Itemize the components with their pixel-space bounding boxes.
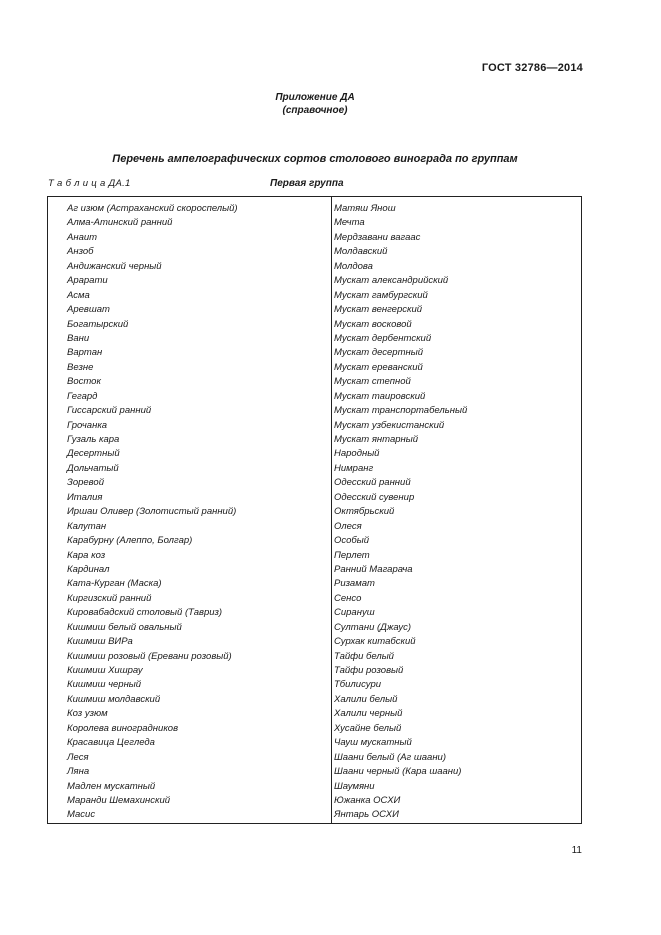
variety-item: Богатырский — [67, 318, 129, 330]
group-label: Первая группа — [270, 178, 344, 189]
variety-item: Тайфи розовый — [334, 665, 404, 676]
variety-item: Кишмиш молдавский — [67, 693, 161, 705]
variety-item: Кишмиш черный — [67, 679, 142, 691]
variety-item: Халили черный — [334, 708, 403, 720]
right-column — [334, 202, 574, 823]
variety-item: Кировабадский столовый (Тавриз) — [67, 607, 223, 619]
variety-item: Мускат таировский — [334, 390, 426, 402]
variety-item: Одесский сувенир — [334, 491, 415, 503]
variety-item: Королева виноградников — [67, 722, 179, 734]
variety-item: Карабурну (Алеппо, Болгар) — [67, 535, 193, 547]
appendix-heading — [0, 92, 630, 117]
variety-item: Мускат узбекистанский — [334, 419, 445, 431]
variety-item: Киргизский ранний — [67, 592, 152, 604]
variety-item: Иршаи Оливер (Золотистый ранний) — [67, 506, 237, 518]
variety-item: Мечта — [334, 217, 365, 229]
variety-item: Ризамат — [334, 578, 375, 590]
variety-item: Кишмиш белый овальный — [67, 621, 182, 633]
variety-item: Анаит — [67, 231, 98, 243]
variety-item: Олеся — [334, 520, 362, 532]
variety-item: Кишмиш ВИРа — [67, 636, 133, 648]
variety-item: Мускат восковой — [334, 318, 412, 330]
variety-item: Сенсо — [334, 592, 362, 604]
variety-item: Народный — [334, 448, 380, 460]
variety-item: Кишмиш Хишрау — [67, 665, 143, 676]
variety-item: Анзоб — [67, 246, 94, 258]
variety-item: Хусайне белый — [334, 722, 402, 734]
table-label: Т а б л и ц а ДА.1 — [48, 178, 131, 189]
variety-item: Одесский ранний — [334, 477, 411, 489]
variety-item: Масис — [67, 809, 96, 821]
variety-item: Грочанка — [67, 419, 108, 431]
variety-item: Зоревой — [67, 477, 104, 489]
variety-item: Тайфи белый — [334, 650, 394, 662]
appendix-title: Приложение ДА — [275, 92, 355, 103]
variety-item: Ляна — [67, 766, 90, 778]
variety-item: Ранний Магарача — [334, 563, 413, 575]
document-title: Перечень ампелографических сортов столового винограда по группам — [112, 153, 518, 165]
variety-item: Чауш мускатный — [334, 737, 412, 749]
variety-item: Шаумяни — [334, 780, 375, 792]
variety-item: Янтарь ОСХИ — [334, 809, 399, 821]
page-number: 11 — [571, 845, 582, 856]
left-column — [67, 202, 322, 823]
variety-item: Мускат дербентский — [334, 332, 432, 344]
variety-item: Аревшат — [67, 304, 110, 316]
variety-item: Мускат гамбургский — [334, 289, 428, 301]
variety-item: Мускат венгерский — [334, 304, 423, 316]
variety-item: Мускат александрийский — [334, 275, 449, 287]
variety-item: Италия — [67, 491, 103, 503]
variety-item: Мадлен мускатный — [67, 780, 156, 792]
variety-item: Перлет — [334, 549, 370, 561]
variety-item: Октябрьский — [334, 506, 395, 518]
variety-item: Леся — [67, 751, 89, 763]
variety-item: Арарати — [67, 275, 108, 287]
variety-item: Сурхак китабский — [334, 636, 416, 648]
variety-item: Нимранг — [334, 462, 374, 474]
variety-item: Асма — [67, 289, 90, 301]
variety-item: Кишмиш розовый (Еревани розовый) — [67, 650, 232, 662]
variety-item: Коз узюм — [67, 708, 108, 720]
variety-item: Мускат степной — [334, 376, 411, 388]
variety-item: Халили белый — [334, 693, 398, 705]
variety-item: Маранди Шемахинский — [67, 794, 171, 806]
variety-item: Вартан — [67, 347, 103, 359]
variety-item: Матяш Янош — [334, 203, 396, 214]
variety-item: Мускат ереванский — [334, 361, 423, 373]
variety-item: Везне — [67, 361, 94, 373]
variety-item: Калутан — [67, 520, 107, 532]
variety-item: Мускат транспортабельный — [334, 405, 468, 417]
varieties-table — [47, 196, 582, 824]
variety-item: Андижанский черный — [67, 260, 162, 272]
appendix-subtitle: (справочное) — [282, 104, 348, 116]
document-code: ГОСТ 32786—2014 — [481, 62, 583, 74]
variety-item: Аг изюм (Астраханский скороспелый) — [67, 203, 238, 214]
variety-item: Гузаль кара — [67, 434, 120, 445]
variety-item: Султани (Джаус) — [334, 621, 412, 633]
variety-item: Кардинал — [67, 563, 110, 575]
variety-item: Шаани белый (Аг шаани) — [334, 751, 446, 763]
variety-item: Шаани черный (Кара шаани) — [334, 766, 462, 778]
variety-item: Мускат янтарный — [334, 434, 419, 445]
variety-item: Красавица Цегледа — [67, 737, 155, 749]
variety-item: Сирануш — [334, 607, 375, 619]
variety-item: Мускат десертный — [334, 347, 424, 359]
variety-item: Молдавский — [334, 246, 388, 258]
variety-item: Восток — [67, 376, 101, 388]
variety-item: Молдова — [334, 260, 373, 272]
column-divider — [331, 197, 332, 823]
variety-item: Кара коз — [67, 549, 106, 561]
variety-item: Тбилисури — [334, 679, 382, 691]
variety-item: Особый — [334, 535, 370, 547]
variety-item: Мердзавани вагаас — [334, 231, 421, 243]
variety-item: Дольчатый — [67, 462, 119, 474]
variety-item: Десертный — [67, 448, 120, 460]
variety-item: Гегард — [67, 390, 98, 402]
variety-item: Южанка ОСХИ — [334, 794, 401, 806]
variety-item: Гиссарский ранний — [67, 405, 152, 417]
variety-item: Вани — [67, 332, 90, 344]
variety-item: Ката-Курган (Маска) — [67, 578, 162, 590]
variety-item: Алма-Атинский ранний — [67, 217, 173, 229]
